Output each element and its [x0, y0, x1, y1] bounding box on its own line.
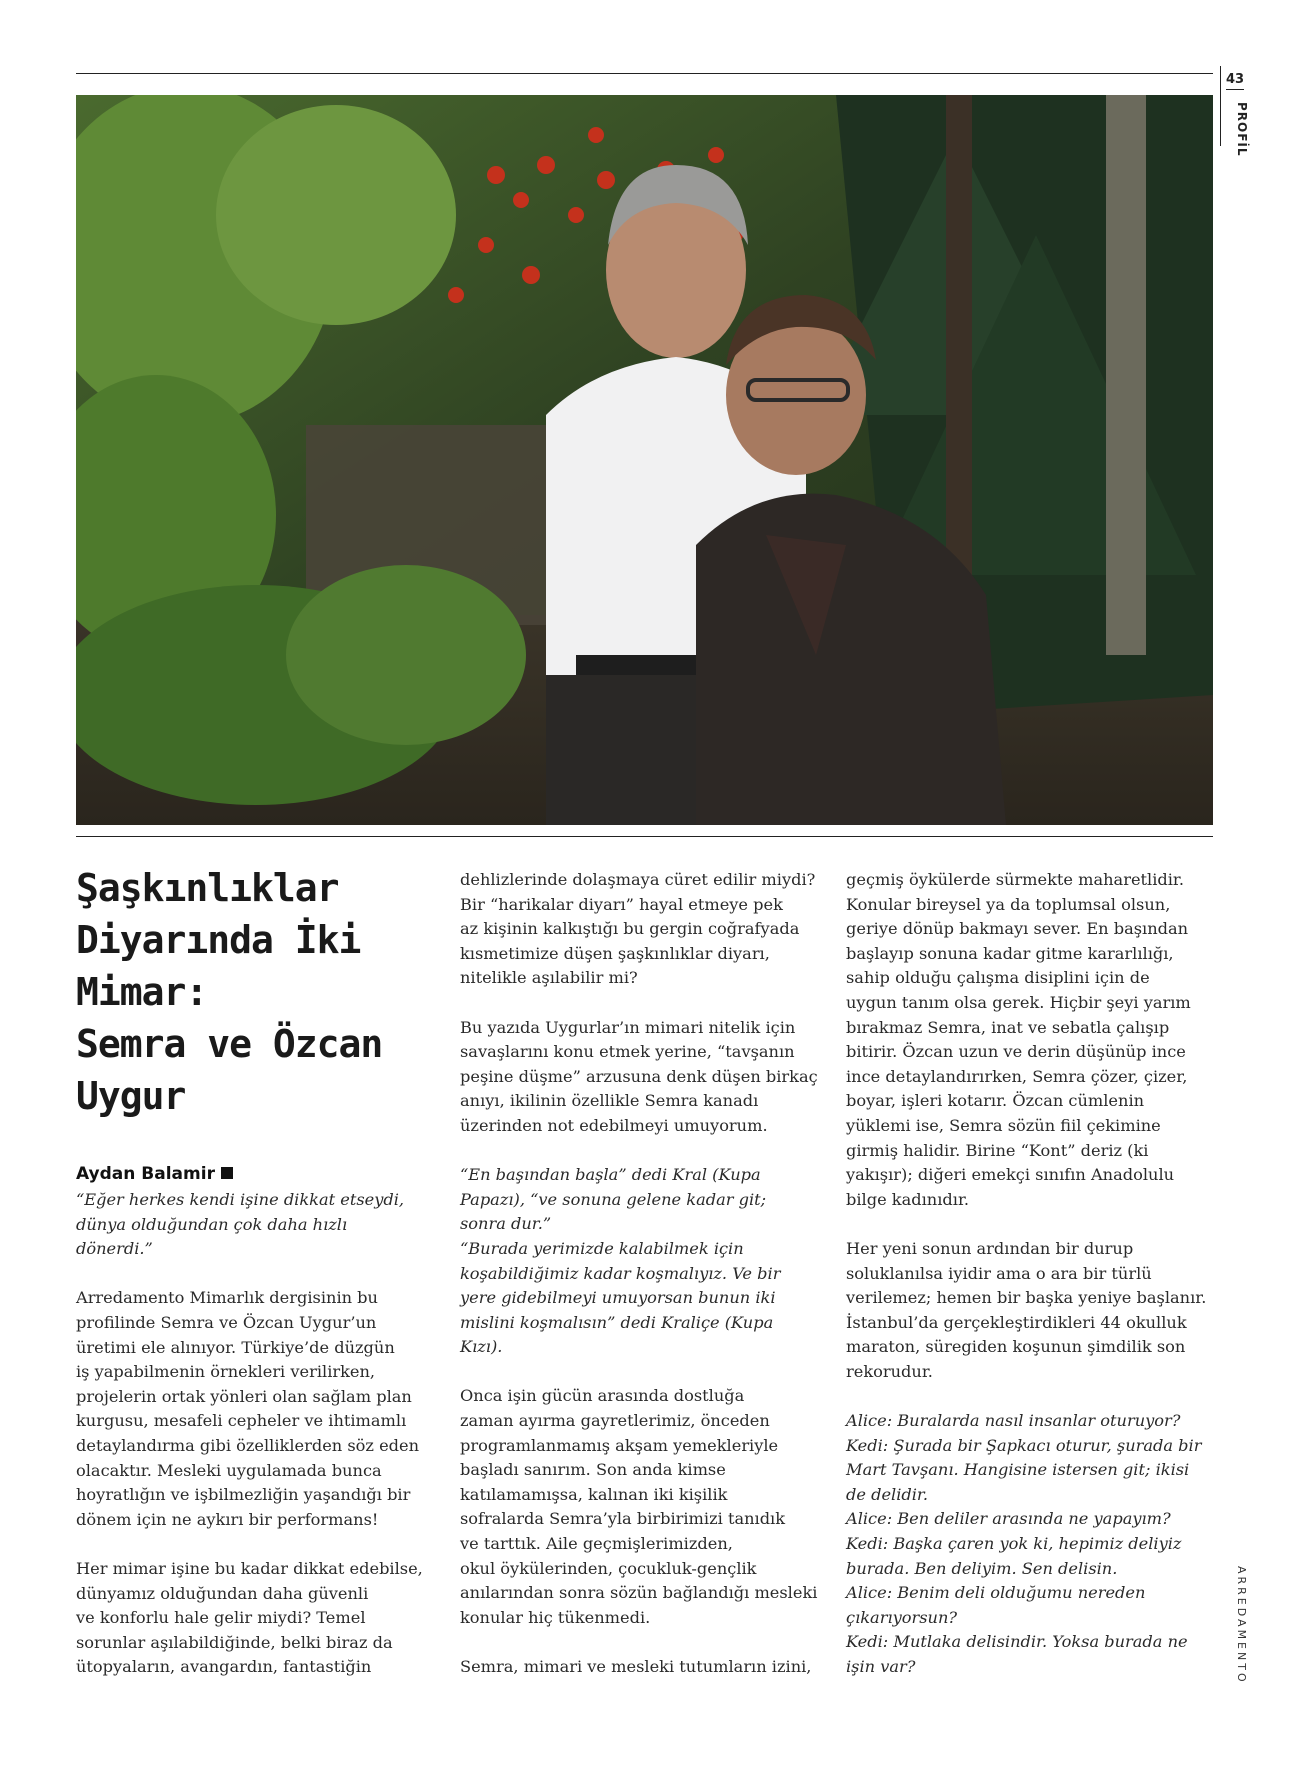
- text-line: yere gidebilmeyi umuyorsan bunun iki: [460, 1288, 776, 1308]
- text-line: dehlizlerinde dolaşmaya cüret edilir miydi?: [460, 870, 816, 889]
- paragraph: [846, 1409, 1212, 1680]
- text-line: Kızı).: [460, 1337, 503, 1357]
- text-line: Her mimar işine bu kadar dikkat edebilse,: [76, 1558, 423, 1578]
- text-line: anıyı, ikilinin özellikle Semra kanadı: [460, 1091, 759, 1111]
- text-line: başlayıp sonuna kadar gitme kararlılığı,: [846, 943, 1174, 963]
- paragraph: [76, 1557, 442, 1680]
- side-rule: [1220, 66, 1221, 146]
- text-line: konular hiç tükenmedi.: [460, 1607, 651, 1627]
- paragraph: [460, 868, 820, 991]
- text-line: “Eğer herkes kendi işine dikkat etseydi,: [76, 1190, 405, 1209]
- text-line: Semra, mimari ve mesleki tutumların izini,: [460, 1657, 812, 1676]
- text-line: kurgusu, mesafeli cepheler ve ihtimamlı: [76, 1411, 407, 1431]
- text-line: Konular bireysel ya da toplumsal olsun,: [846, 894, 1171, 914]
- text-line: ince detaylandırırken, Semra çözer, çizer,: [846, 1066, 1188, 1086]
- text-line: az kişinin kalkıştığı bu gergin coğrafyada: [460, 919, 800, 939]
- text-line: yakışır); diğeri emekçi sınıfın Anadolulu: [846, 1165, 1175, 1185]
- text-line: sofralarda Semra’yla birbirimizi tanıdık: [460, 1509, 786, 1529]
- title-line: Şaşkınlıklar: [76, 866, 339, 910]
- text-line: burada. Ben deliyim. Sen delisin.: [846, 1558, 1118, 1578]
- text-line: soluklanılsa iyidir ama o ara bir türlü: [846, 1263, 1152, 1283]
- paragraph: [460, 1384, 820, 1630]
- text-line: Alice: Benim deli olduğumu nereden: [846, 1583, 1146, 1603]
- text-line: bırakmaz Semra, inat ve sebatla çalışıp: [846, 1017, 1170, 1037]
- text-line: ütopyaların, avangardın, fantastiğin: [76, 1657, 372, 1677]
- text-line: detaylandırma gibi özelliklerden söz eden: [76, 1435, 420, 1455]
- text-line: de delidir.: [846, 1484, 929, 1504]
- text-line: verilemez; hemen bir başka yeniye başlanır.: [846, 1288, 1207, 1308]
- text-line: Onca işin gücün arasında dostluğa: [460, 1386, 745, 1406]
- text-line: girmiş halidir. Birine “Kont” deriz (ki: [846, 1140, 1149, 1160]
- text-line: Mart Tavşanı. Hangisine istersen git; ikisi: [846, 1460, 1190, 1480]
- text-line: olacaktır. Mesleki uygulamada bunca: [76, 1460, 382, 1480]
- top-rule: [76, 73, 1213, 74]
- text-line: geçmiş öykülerde sürmekte maharetlidir.: [846, 870, 1185, 889]
- text-line: Papazı), “ve sonuna gelene kadar git;: [460, 1189, 767, 1209]
- text-line: anılarından sonra sözün bağlandığı mesleki: [460, 1583, 818, 1603]
- text-line: Kedi: Şurada bir Şapkacı oturur, şurada bir: [846, 1435, 1202, 1455]
- text-line: Her yeni sonun ardından bir durup: [846, 1238, 1134, 1258]
- text-line: yüklemi ise, Semra sözün fiil çekimine: [846, 1115, 1161, 1135]
- title-line: Mimar:: [76, 970, 208, 1014]
- text-line: katılamamışsa, kalınan iki kişilik: [460, 1484, 728, 1504]
- paragraph: [76, 1286, 442, 1532]
- text-line: dünyamız olduğundan daha güvenli: [76, 1583, 369, 1603]
- text-line: üretimi ele alınıyor. Türkiye’de düzgün: [76, 1337, 395, 1357]
- title-line: Diyarında İki: [76, 918, 361, 962]
- text-line: bilge kadınıdır.: [846, 1189, 970, 1209]
- article-title: [76, 862, 436, 1122]
- text-line: mislini koşmalısın” dedi Kraliçe (Kupa: [460, 1312, 774, 1332]
- bottom-rule: [76, 836, 1213, 837]
- page-number: 43: [1226, 72, 1244, 90]
- paragraph: [460, 1016, 820, 1139]
- text-line: dönem için ne aykırı bir performans!: [76, 1509, 379, 1529]
- text-line: Kedi: Mutlaka delisindir. Yoksa burada ne: [846, 1632, 1188, 1652]
- paragraph: [76, 1188, 442, 1262]
- text-line: zaman ayırma gayretlerimiz, önceden: [460, 1411, 770, 1431]
- text-line: peşine düşme” arzusuna denk düşen birkaç: [460, 1066, 818, 1086]
- text-line: “Burada yerimizde kalabilmek için: [460, 1238, 744, 1258]
- text-line: çıkarıyorsun?: [846, 1607, 958, 1627]
- text-line: profilinde Semra ve Özcan Uygur’un: [76, 1312, 377, 1332]
- text-line: iş yapabilmenin örnekleri verilirken,: [76, 1362, 376, 1382]
- text-line: kısmetimize düşen şaşkınlıklar diyarı,: [460, 943, 770, 963]
- paragraph: [460, 1163, 820, 1360]
- text-line: programlanmamış akşam yemekleriyle: [460, 1435, 779, 1455]
- author-name: Aydan Balamir: [76, 1164, 215, 1184]
- text-line: koşabildiğimiz kadar koşmalıyız. Ve bir: [460, 1263, 781, 1283]
- article-column-1: [76, 1188, 442, 1704]
- title-line: Uygur: [76, 1074, 186, 1118]
- paragraph: [846, 1237, 1212, 1385]
- text-line: rekorudur.: [846, 1361, 933, 1381]
- text-line: “En başından başla” dedi Kral (Kupa: [460, 1165, 761, 1185]
- magazine-name: ARREDAMENTO: [1235, 1566, 1248, 1685]
- text-line: geriye dönüp bakmayı sever. En başından: [846, 919, 1189, 939]
- article-column-2: [460, 868, 820, 1704]
- text-line: Bu yazıda Uygurlar’ın mimari nitelik için: [460, 1017, 796, 1037]
- author-byline: [76, 1164, 233, 1184]
- photo-illustration: [76, 95, 1213, 825]
- text-line: bitirir. Özcan uzun ve derin düşünüp ince: [846, 1042, 1186, 1062]
- text-line: Alice: Buralarda nasıl insanlar oturuyor?: [846, 1411, 1181, 1431]
- paragraph: [846, 868, 1212, 1212]
- text-line: Arredamento Mimarlık dergisinin bu: [76, 1288, 378, 1308]
- text-line: okul öykülerinden, çocukluk-gençlik: [460, 1558, 757, 1578]
- text-line: sonra dur.”: [460, 1214, 552, 1234]
- paragraph: [460, 1655, 820, 1680]
- text-line: üzerinden not edebilmeyi umuyorum.: [460, 1115, 768, 1135]
- text-line: dünya olduğundan çok daha hızlı: [76, 1214, 348, 1234]
- text-line: sahip olduğu çalışma disiplini için de: [846, 968, 1150, 988]
- text-line: projelerin ortak yönleri olan sağlam plan: [76, 1386, 412, 1406]
- text-line: dönerdi.”: [76, 1239, 153, 1259]
- text-line: boyar, işleri kotarır. Özcan cümlenin: [846, 1091, 1145, 1111]
- text-line: maraton, süregiden koşunun şimdilik son: [846, 1337, 1186, 1357]
- text-line: uygun tanım olsa gerek. Hiçbir şeyi yarım: [846, 992, 1191, 1012]
- text-line: Bir “harikalar diyarı” hayal etmeye pek: [460, 894, 783, 914]
- section-label: PROFİL: [1235, 102, 1249, 157]
- text-line: işin var?: [846, 1657, 916, 1676]
- text-line: Kedi: Başka çaren yok ki, hepimiz deliyiz: [846, 1534, 1182, 1554]
- text-line: hoyratlığın ve işbilmezliğin yaşandığı bir: [76, 1485, 411, 1505]
- text-line: savaşlarını konu etmek yerine, “tavşanın: [460, 1042, 795, 1062]
- text-line: sorunlar aşılabildiğinde, belki biraz da: [76, 1632, 393, 1652]
- title-line: Semra ve Özcan: [76, 1022, 383, 1066]
- text-line: nitelikle aşılabilir mi?: [460, 968, 638, 988]
- text-line: Alice: Ben deliler arasında ne yapayım?: [846, 1509, 1171, 1529]
- square-bullet-icon: [221, 1167, 233, 1179]
- text-line: İstanbul’da gerçekleştirdikleri 44 okulluk: [846, 1312, 1187, 1332]
- article-column-3: [846, 868, 1212, 1704]
- text-line: ve tarttık. Aile geçmişlerimizden,: [460, 1534, 733, 1554]
- text-line: başladı sanırım. Son anda kimse: [460, 1460, 726, 1480]
- article-photo: [76, 95, 1213, 825]
- text-line: ve konforlu hale gelir miydi? Temel: [76, 1608, 366, 1628]
